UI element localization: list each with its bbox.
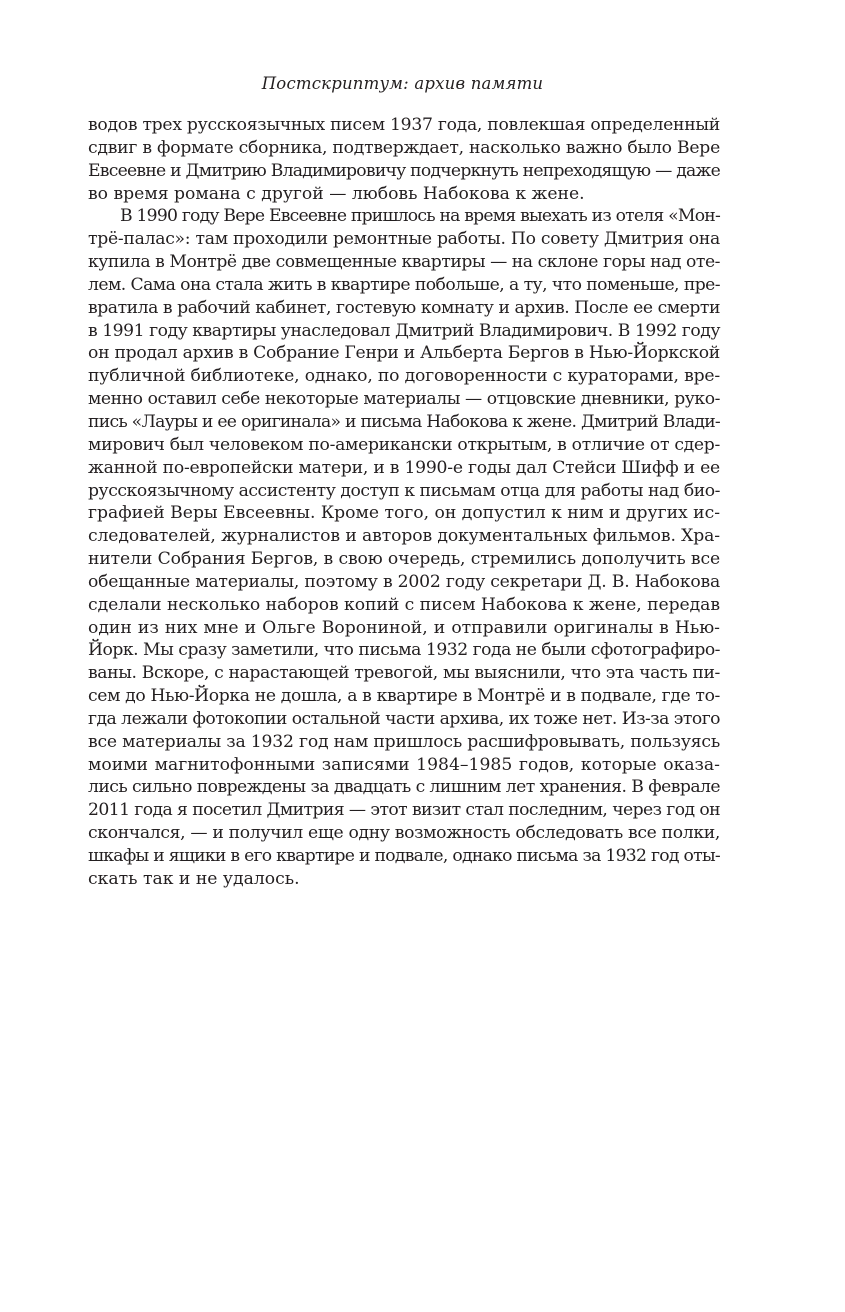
text-line: жанной по-европейски матери, и в 1990-е годы дал Стейси Шифф и ее bbox=[88, 457, 720, 478]
paragraph bbox=[88, 205, 720, 890]
text-line: сем до Нью-Йорка не дошла, а в квартире в Монтрё и в подвале, где то- bbox=[88, 686, 720, 707]
text-line: скать так и не удалось. bbox=[88, 868, 300, 889]
text-line: вратила в рабочий кабинет, гостевую комнату и архив. После ее смерти bbox=[88, 297, 720, 318]
text-line: графией Веры Евсеевны. Кроме того, он допустил к ним и других ис- bbox=[88, 503, 720, 524]
text-line: публичной библиотеке, однако, по договоренности с кураторами, вре- bbox=[88, 366, 721, 387]
paragraph bbox=[88, 114, 720, 205]
text-line: пись «Лауры и ее оригинала» и письма Набокова к жене. Дмитрий Влади- bbox=[88, 411, 720, 432]
text-line: гда лежали фотокопии остальной части архива, их тоже нет. Из-за этого bbox=[88, 708, 720, 729]
text-line: во время романа с другой — любовь Набокова к жене. bbox=[88, 183, 585, 204]
text-line: мирович был человеком по-американски открытым, в отличие от сдер- bbox=[88, 434, 720, 455]
text-line: один из них мне и Ольге Ворониной, и отправили оригиналы в Нью- bbox=[88, 617, 720, 638]
text-line: шкафы и ящики в его квартире и подвале, однако письма за 1932 год оты- bbox=[88, 846, 720, 866]
text-line: В 1990 году Вере Евсеевне пришлось на время выехать из отеля «Мон- bbox=[120, 206, 720, 227]
text-line: купила в Монтрё две совмещенные квартиры — на склоне горы над оте- bbox=[88, 252, 720, 273]
text-line: менно оставил себе некоторые материалы — отцовские дневники, руко- bbox=[88, 389, 720, 410]
body-text bbox=[88, 114, 720, 891]
text-line: Евсеевне и Дмитрию Владимировичу подчеркнуть непреходящую — даже bbox=[88, 160, 720, 181]
text-line: трё-палас»: там проходили ремонтные работы. По совету Дмитрия она bbox=[88, 229, 720, 250]
text-line: в 1991 году квартиры унаследовал Дмитрий Владимирович. В 1992 году bbox=[88, 320, 720, 341]
text-line: ваны. Вскоре, с нарастающей тревогой, мы выяснили, что эта часть пи- bbox=[88, 663, 720, 684]
text-line: он продал архив в Собрание Генри и Альберта Бергов в Нью-Йоркской bbox=[88, 343, 720, 364]
text-line: следователей, журналистов и авторов документальных фильмов. Хра- bbox=[88, 526, 720, 547]
text-line: лем. Сама она стала жить в квартире побольше, а ту, что поменьше, пре- bbox=[88, 274, 720, 295]
text-line: все материалы за 1932 год нам пришлось расшифровывать, пользуясь bbox=[88, 731, 720, 752]
text-line: сдвиг в формате сборника, подтверждает, насколько важно было Вере bbox=[88, 137, 720, 158]
text-line: обещанные материалы, поэтому в 2002 году секретари Д. В. Набокова bbox=[88, 571, 720, 592]
text-line: 2011 года я посетил Дмитрия — этот визит стал последним, через год он bbox=[88, 800, 720, 821]
text-line: русскоязычному ассистенту доступ к письмам отца для работы над био- bbox=[88, 480, 720, 501]
running-head: Постскриптум: архив памяти bbox=[261, 74, 544, 93]
text-line: скончался, — и получил еще одну возможность обследовать все полки, bbox=[88, 823, 720, 844]
text-line: сделали несколько наборов копий с писем Набокова к жене, передав bbox=[88, 594, 720, 615]
text-line: водов трех русскоязычных писем 1937 года, повлекшая определенный bbox=[88, 115, 720, 135]
text-line: нители Собрания Бергов, в свою очередь, стремились дополучить все bbox=[88, 549, 720, 570]
text-line: Йорк. Мы сразу заметили, что письма 1932 года не были сфотографиро- bbox=[88, 640, 720, 661]
text-line: моими магнитофонными записями 1984–1985 годов, которые оказа- bbox=[88, 754, 720, 775]
text-line: лись сильно повреждены за двадцать с лишним лет хранения. В феврале bbox=[88, 777, 720, 798]
